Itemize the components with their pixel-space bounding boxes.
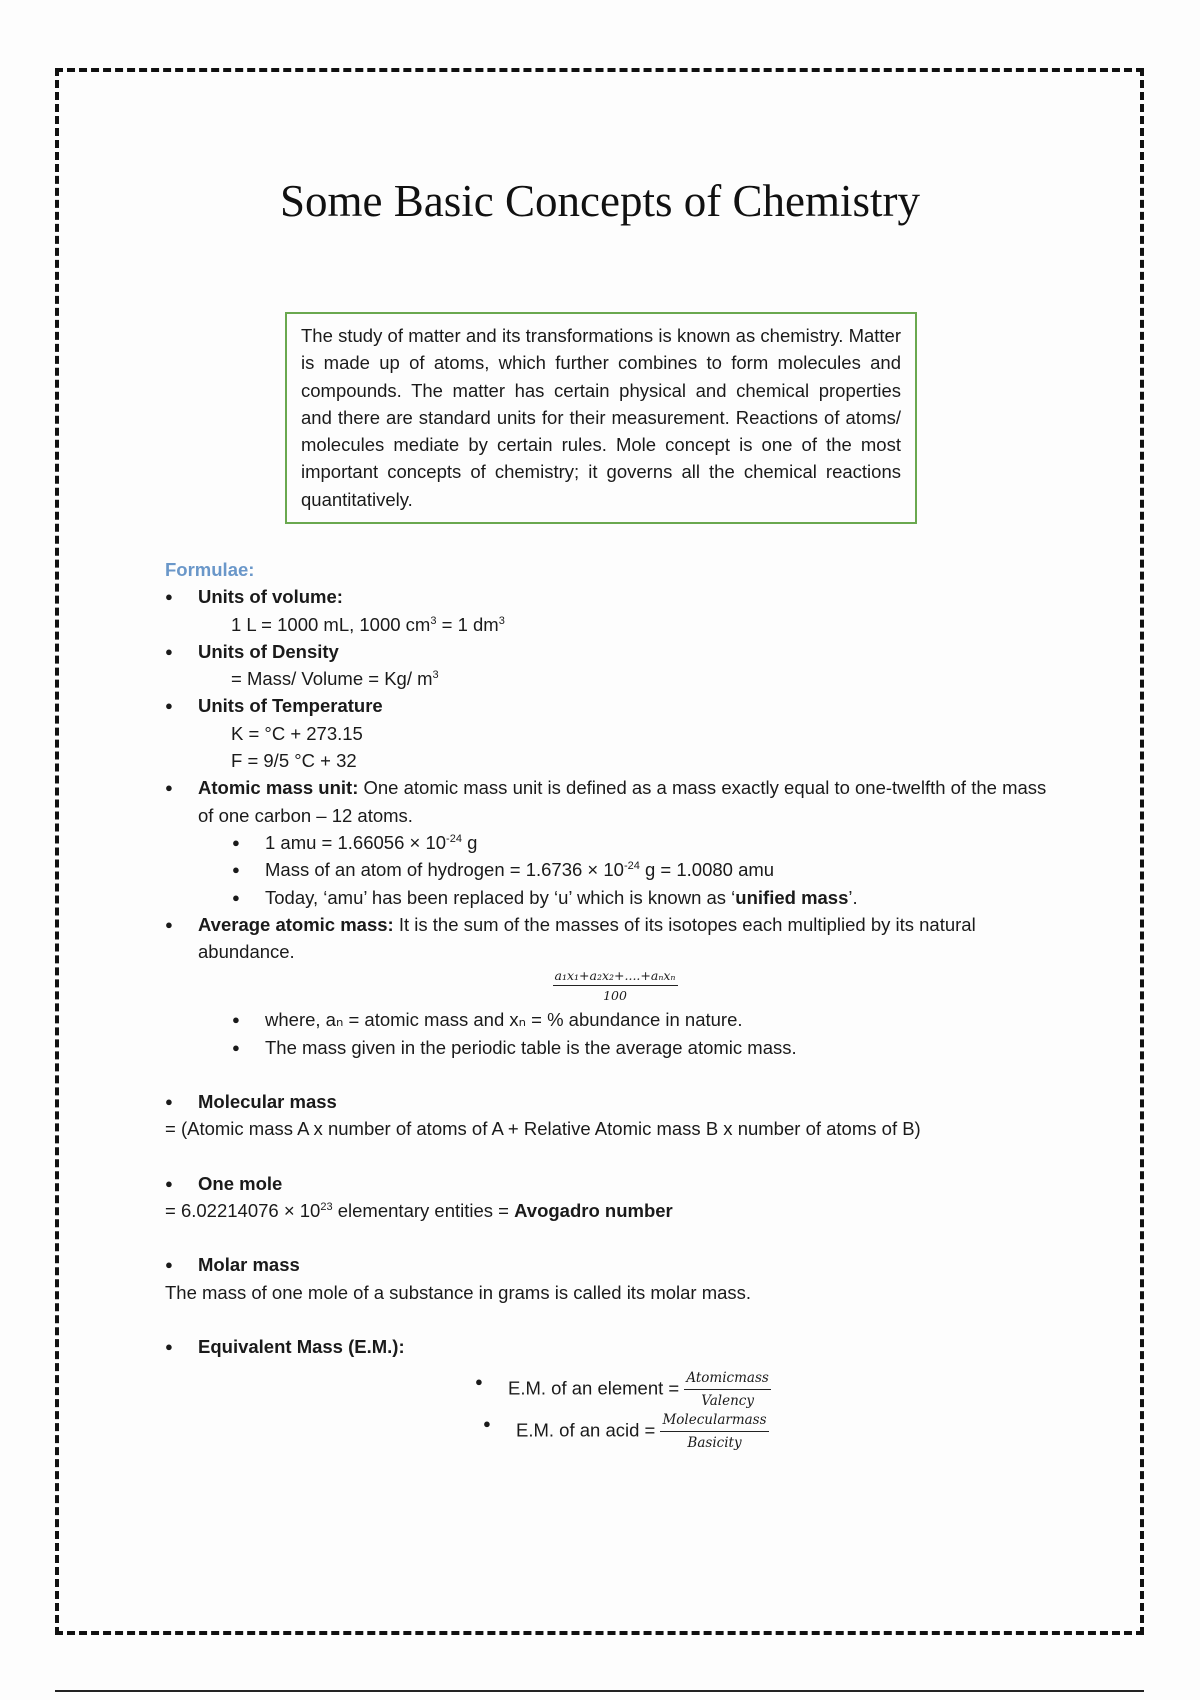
- list-item-volume: [165, 583, 1065, 610]
- amu-b2-rest: g = 1.0080 amu: [639, 859, 775, 881]
- equivalent-formulas: [165, 1360, 1065, 1450]
- density-formula: [165, 665, 1065, 692]
- list-item-amu: [165, 774, 1065, 829]
- formulae-section: [165, 556, 1065, 1450]
- em-element-num: Atomicmass: [684, 1368, 770, 1390]
- average-fraction: [553, 967, 678, 1004]
- amu-bullet-3: [165, 884, 1065, 911]
- em-acid: [483, 1410, 769, 1453]
- amu-b3-end: ’.: [848, 886, 858, 908]
- average-bullet-2: ● The mass given in the periodic table is the average atomic mass.: [165, 1034, 1065, 1061]
- list-item-density: [165, 638, 1065, 665]
- temperature-heading: Units of Temperature: [198, 695, 383, 717]
- amu-text: One atomic mass unit is defined as a mass exactly equal to one-twelfth of the mass of one carbon – 12 atoms.: [198, 777, 1047, 826]
- molecular-formula: = (Atomic mass A x number of atoms of A + Relative Atomic mass B x number of atoms of B): [165, 1118, 921, 1140]
- volume-formula: [165, 611, 1065, 638]
- em-element-label: E.M. of an element =: [508, 1377, 685, 1399]
- em-acid-num: Molecularmass: [660, 1410, 768, 1432]
- average-heading: Average atomic mass:: [198, 913, 394, 935]
- list-item-one-mole: [165, 1170, 1065, 1197]
- amu-bullet-1: [165, 829, 1065, 856]
- list-item-equivalent-mass: [165, 1333, 1065, 1360]
- volume-heading: Units of volume:: [198, 586, 343, 608]
- mole-text-a: = 6.02214076 × 10: [165, 1199, 321, 1221]
- bullet-icon: ●: [483, 1416, 491, 1432]
- amu-b3-bold: unified mass: [735, 886, 849, 908]
- average-formula: [165, 967, 1065, 1004]
- formulae-heading: Formulae:: [165, 559, 255, 580]
- em-acid-den: Basicity: [687, 1435, 742, 1452]
- mole-sup: 23: [320, 1200, 333, 1213]
- amu-b2-text: Mass of an atom of hydrogen = 1.6736 × 10: [265, 859, 624, 881]
- intro-box: The study of matter and its transformations is known as chemistry. Matter is made up of atoms, which further combines to form molecules and compounds. The matter has certain physical and chemical properties and there are standard units for their measurement. Reactions of atoms/ molecules mediate by certain rules. Mole concept is one of the most important concepts of chemistry; it governs all the chemical reactions quantitatively.: [285, 312, 917, 524]
- em-element: [475, 1368, 771, 1411]
- em-element-den: Valency: [701, 1393, 754, 1410]
- density-text: = Mass/ Volume = Kg/ m: [231, 668, 433, 690]
- mole-heading: One mole: [198, 1172, 283, 1194]
- mole-text-b: elementary entities =: [332, 1199, 515, 1221]
- amu-b1-unit: g: [461, 831, 478, 853]
- footer-rule: [55, 1690, 1144, 1692]
- mole-bold: Avogadro number: [514, 1199, 673, 1221]
- average-denominator: 100: [603, 988, 627, 1004]
- list-item-molar-mass: [165, 1251, 1065, 1278]
- amu-b2-sup: -24: [623, 860, 640, 873]
- em-acid-label: E.M. of an acid =: [516, 1419, 661, 1441]
- page-title: Some Basic Concepts of Chemistry: [280, 176, 920, 226]
- average-numerator: a₁x₁+a₂x₂+....+aₙxₙ: [553, 967, 678, 986]
- molar-definition: The mass of one mole of a substance in grams is called its molar mass.: [165, 1281, 752, 1303]
- temperature-fahrenheit: F = 9/5 °C + 32: [231, 750, 357, 772]
- temperature-kelvin: K = °C + 273.15: [231, 722, 363, 744]
- average-bullet-1: ● where, aₙ = atomic mass and xₙ = % abundance in nature.: [165, 1006, 1065, 1033]
- em-acid-fraction: [660, 1410, 768, 1453]
- molar-heading: Molar mass: [198, 1254, 300, 1276]
- volume-text-a: 1 L = 1000 mL, 1000 cm: [231, 613, 431, 635]
- amu-bullet-2: [165, 856, 1065, 883]
- equivalent-heading: Equivalent Mass (E.M.):: [198, 1335, 405, 1357]
- average-text: It is the sum of the masses of its isotopes each multiplied by its natural abundance.: [198, 913, 976, 963]
- list-item-average-mass: [165, 911, 1065, 966]
- amu-b3-text: Today, ‘amu’ has been replaced by ‘u’ which is known as ‘: [265, 886, 736, 908]
- list-item-temperature: [165, 692, 1065, 719]
- volume-text-b: = 1 dm: [436, 613, 499, 635]
- volume-sup-a: 3: [430, 614, 437, 627]
- molecular-heading: Molecular mass: [198, 1091, 337, 1113]
- list-item-molecular-mass: [165, 1088, 1065, 1115]
- amu-b1-text: 1 amu = 1.66056 × 10: [265, 831, 447, 853]
- density-heading: Units of Density: [198, 640, 339, 662]
- amu-b1-sup: -24: [446, 832, 462, 845]
- mole-formula: [165, 1197, 1065, 1224]
- amu-heading: Atomic mass unit:: [198, 777, 359, 799]
- em-element-fraction: [684, 1368, 770, 1411]
- bullet-icon: ●: [475, 1374, 483, 1390]
- volume-sup-b: 3: [498, 614, 505, 627]
- density-sup: 3: [432, 669, 439, 682]
